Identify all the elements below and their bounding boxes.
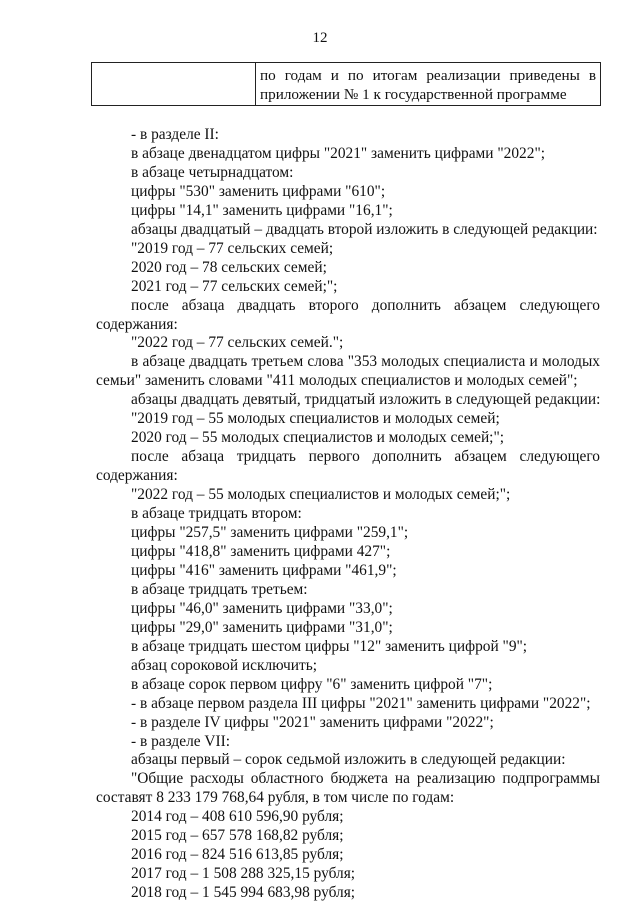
text-line [96,448,600,467]
text-line: цифры "46,0" заменить цифрами "33,0"; [131,599,393,617]
text-line: - в разделе II: [131,126,219,143]
text-line: в абзаце тридцать втором: [131,505,302,523]
text-line: - в разделе IV цифры "2021" заменить цифрами "2022"; [131,713,494,731]
justified-text: "Общие расходы областного бюджета на реализацию подпрограммы [131,770,600,788]
text-line: семьи" заменить словами "411 молодых специалистов и молодых семей"; [96,372,578,390]
table-cell-line-1: по годам и по итогам реализации приведены в [260,67,596,84]
text-line: "2019 год – 77 сельских семей; [131,239,334,257]
table-column-divider [255,63,256,105]
text-line: "2022 год – 55 молодых специалистов и молодых семей;"; [131,486,511,504]
text-line: в абзаце тридцать третьем: [131,580,308,598]
text-line: цифры "416" заменить цифрами "461,9"; [131,561,397,579]
text-line: абзацы двадцатый – двадцать второй изложить в следующей редакции: [131,220,598,238]
text-line [96,770,600,789]
text-line: цифры "14,1" заменить цифрами "16,1"; [131,201,393,219]
table-right-cell [260,66,596,104]
text-line [96,353,600,372]
text-line: в абзаце двенадцатом цифры "2021" заменить цифрами "2022"; [131,144,546,162]
text-line: цифры "257,5" заменить цифрами "259,1"; [131,524,409,542]
text-line: цифры "418,8" заменить цифрами 427"; [131,542,391,560]
text-line: "2022 год – 77 сельских семей."; [131,334,344,352]
justified-text: после абзаца двадцать второго дополнить абзацем следующего [131,296,600,314]
amendment-text [96,126,600,903]
text-line: 2016 год – 824 516 613,85 рубля; [131,846,344,864]
text-line: 2014 год – 408 610 596,90 рубля; [131,808,344,826]
text-line: 2020 год – 55 молодых специалистов и молодых семей;"; [131,429,505,447]
text-line: содержания: [96,315,178,333]
text-line: - в абзаце первом раздела III цифры "2021" заменить цифрами "2022"; [131,694,591,712]
text-line: в абзаце тридцать шестом цифры "12" заменить цифрой "9"; [131,637,528,655]
text-line: 2017 год – 1 508 288 325,15 рубля; [131,865,356,883]
justified-text: в абзаце двадцать третьем слова "353 молодых специалиста и молодых [131,353,600,371]
table-cell-line-2: приложении № 1 к государственной программе [260,86,567,103]
text-line: в абзаце сорок первом цифру "6" заменить цифрой "7"; [131,675,493,693]
text-line: - в разделе VII: [131,732,231,750]
text-line: цифры "530" заменить цифрами "610"; [131,182,386,200]
text-line: содержания: [96,467,178,485]
justified-text: после абзаца тридцать первого дополнить абзацем следующего [131,448,600,466]
text-line: 2018 год – 1 545 994 683,98 рубля; [131,884,356,902]
text-line [96,297,600,316]
text-line: 2021 год – 77 сельских семей;"; [131,277,338,295]
text-line: в абзаце четырнадцатом: [131,163,294,181]
text-line: "2019 год – 55 молодых специалистов и молодых семей; [131,410,500,428]
text-line: составят 8 233 179 768,64 рубля, в том числе по годам: [96,789,455,807]
text-line: абзацы первый – сорок седьмой изложить в следующей редакции: [131,751,566,769]
text-line: абзац сороковой исключить; [131,656,318,674]
text-line: абзацы двадцать девятый, тридцатый изложить в следующей редакции: [131,391,601,409]
text-line: 2015 год – 657 578 168,82 рубля; [131,827,344,845]
page-number: 12 [312,30,328,46]
text-line: 2020 год – 78 сельских семей; [131,258,327,276]
text-line: цифры "29,0" заменить цифрами "31,0"; [131,618,393,636]
continuation-table [91,62,601,106]
